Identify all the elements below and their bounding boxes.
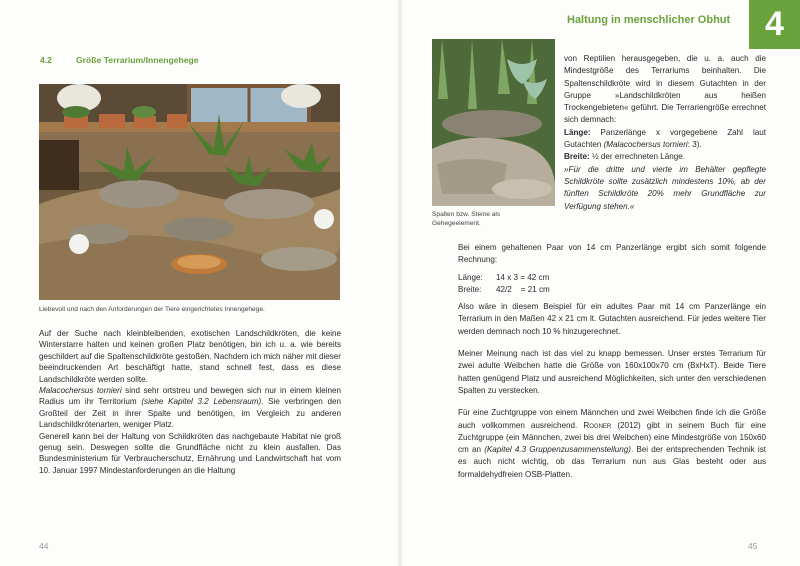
author-name: Rogner xyxy=(583,420,612,430)
right-page xyxy=(402,0,800,566)
text-span: ½ der errechneten Länge. xyxy=(589,152,686,162)
rocks-photo xyxy=(432,39,555,206)
calc-label: Länge: xyxy=(458,272,483,282)
calc-laenge xyxy=(458,272,766,284)
section-heading xyxy=(40,55,199,65)
text-span: (2012) gibt in seinem Buch für eine Zuchtgruppe (ein Männchen, zwei bis drei Weibchen) eine Mindestgröße von 150x60 cm an xyxy=(458,420,766,455)
text-span: . Sie verbringen den Großteil der Zeit in ihrer Spalte und benötigen, im Vergleich zu anderen Landschildkrötenarten, weniger Platz. xyxy=(39,397,341,430)
text-span: Für eine Zuchtgruppe von einem Männchen und zwei Weibchen finde ich die Größe auch vollkommen ausreichend. xyxy=(458,408,766,430)
text-span: : 3). xyxy=(687,140,702,150)
formula-label: Länge: xyxy=(564,127,591,137)
calc-value: 14 x 3 = 42 cm xyxy=(496,272,550,282)
paragraph-adult-pair: Also wäre in diesem Beispiel für ein adultes Paar mit 14 cm Panzerlänge ein Terrarium in den Maßen 42 x 21 cm lt. Gutachten ausreichend. Für jedes weitere Tier werden demnach noch 10 % hinzugerechnet. xyxy=(458,302,766,336)
calc-breite xyxy=(458,284,766,296)
photo-caption: Liebevoll und nach den Anforderungen der Tiere eingerichtetes Innengehege. xyxy=(39,306,265,313)
formula-laenge xyxy=(564,127,766,152)
formula-breite xyxy=(564,151,766,163)
species-name: (Malacochersus tornieri xyxy=(603,140,688,150)
chapter-tab: 4 xyxy=(749,0,800,49)
running-header: Haltung in menschlicher Obhut xyxy=(567,14,731,26)
paragraph-opinion: Meiner Meinung nach ist das viel zu knapp bemessen. Unser erstes Terrarium für zwei adulte Weibchen hatte die Größe von 160x100x70 cm (BxHxT). Beide Tiere hatten genügend Platz und ausreichend Möglichkeiten, sich unter den verschiedenen Spalten zu verstecken. xyxy=(458,349,766,395)
text-span: . Bei der entsprechenden Technik ist es auch nicht wichtig, ob das Terrarium nun aus Glas besteht oder aus formaldehydfreien OSB-Platten. xyxy=(458,445,766,479)
right-main-column xyxy=(458,242,766,481)
chapter-reference: (Kapitel 4.3 Gruppenzusammenstellung) xyxy=(484,445,631,455)
text-span: sind sehr ortstreu und bewegen sich nur in einem kleinen Radius um ihr Territorium xyxy=(39,386,342,407)
terrarium-photo xyxy=(39,84,340,300)
paragraph-territory xyxy=(39,385,341,431)
paragraph-habitat: Generell kann bei der Haltung von Schildkröten das nachgebaute Habitat nie groß genug sein. Deswegen sollte die Grundfläche nicht zu klein ausfallen. Das Bundesministerium für Verbraucherschutz, Ernährung und Landwirtschaft hat vom 10. Januar 1997 Mindestanforderungen an die Haltung xyxy=(39,431,341,475)
page-number-right: 45 xyxy=(748,541,758,551)
left-page xyxy=(0,0,398,566)
chapter-reference: (siehe Kapitel 3.2 Lebensraum) xyxy=(141,397,262,407)
formula-label: Breite: xyxy=(564,152,590,162)
species-name: Malacochersus tornieri xyxy=(39,386,122,396)
section-title: Größe Terrarium/Innengehege xyxy=(76,55,199,65)
left-body-text xyxy=(39,328,341,476)
paragraph-breeding-group xyxy=(458,407,766,481)
section-number: 4.2 xyxy=(40,55,52,65)
photo-caption: Spalten bzw. Steine als Gehegeelement. xyxy=(432,211,501,227)
calc-label: Breite: xyxy=(458,284,482,294)
paragraph-example: Bei einem gehaltenen Paar von 14 cm Panzerlänge ergibt sich somit folgende Rechnung: xyxy=(458,243,766,265)
right-top-column xyxy=(564,53,766,213)
paragraph-regulation: von Reptilien herausgegeben, die u. a. auch die Mindestgröße des Terrariums beinhalten. Die Spaltenschildkröte wird in diesem Gutachten in der Gruppe »Landschildkröten aus heißen Trockengebieten« geführt. Die Terrariengröße errechnet sich demnach: xyxy=(564,54,766,125)
paragraph-intro: Auf der Suche nach kleinbleibenden, exotischen Landschildkröten, die keine Winterstarre halten und keinen großen Platz benötigen, bin ich u. a. wie bereits geschildert auf die Spaltenschildkröte gestoßen. Nachdem ich mich näher mit dieser beeindruckenden Art beschäftigt hatte, stand schnell fest, dass es diese Landschildkröte werden sollte. xyxy=(39,329,341,384)
regulation-quote: »Für die dritte und vierte im Behälter gepflegte Schildkröte sollte zusätzlich mindestens 10%, ab der fünften Schildkröte 20% mehr Grundfläche zur Verfügung stehen.« xyxy=(564,164,766,211)
calc-value: 42/2 = 21 cm xyxy=(496,284,550,294)
text-span: Panzerlänge x vorgegebene Zahl laut Gutachten xyxy=(564,127,766,150)
page-number-left: 44 xyxy=(39,541,49,551)
